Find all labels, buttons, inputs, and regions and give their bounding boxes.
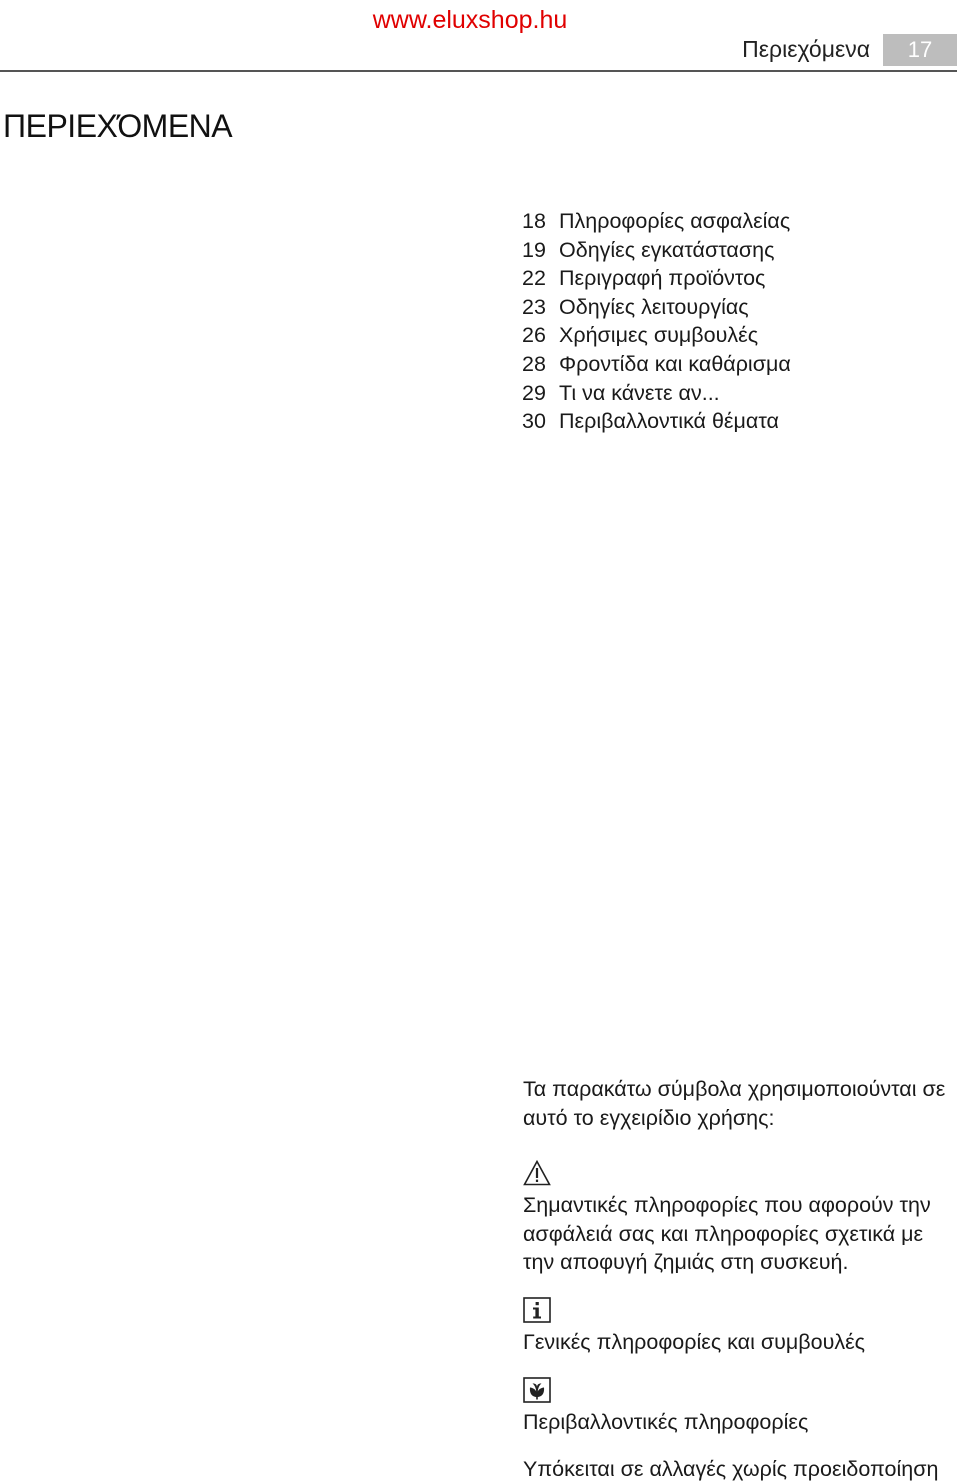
toc-label: Οδηγίες λειτουργίας xyxy=(559,294,749,319)
warning-icon xyxy=(523,1160,551,1191)
toc-item[interactable] xyxy=(522,236,791,265)
header-rule xyxy=(0,70,957,72)
footer-note: Υπόκειται σε αλλαγές χωρίς προειδοποίηση xyxy=(523,1457,939,1481)
info-icon xyxy=(523,1297,551,1328)
header-section-title: Περιεχόμενα xyxy=(742,36,870,62)
toc-label: Φροντίδα και καθάρισμα xyxy=(559,351,791,376)
toc-item[interactable] xyxy=(522,407,791,436)
environment-description: Περιβαλλοντικές πληροφορίες xyxy=(523,1410,809,1434)
toc-page-number: 18 xyxy=(522,209,546,233)
site-url[interactable]: www.eluxshop.hu xyxy=(372,6,568,34)
toc-item[interactable] xyxy=(522,350,791,379)
toc-page-number: 26 xyxy=(522,323,546,348)
toc-label: Περιβαλλοντικά θέματα xyxy=(559,409,779,434)
toc-page-number: 28 xyxy=(522,351,546,376)
toc-page-number: 29 xyxy=(522,380,546,405)
toc-item[interactable] xyxy=(522,321,791,350)
toc-item[interactable] xyxy=(522,264,791,293)
toc-page-number: 23 xyxy=(522,294,546,319)
toc-label: Τι να κάνετε αν... xyxy=(559,380,720,405)
toc-label: Χρήσιμες συμβουλές xyxy=(559,323,759,348)
info-description: Γενικές πληροφορίες και συμβουλές xyxy=(523,1330,866,1354)
table-of-contents xyxy=(522,207,791,436)
toc-label: Περιγραφή προϊόντος xyxy=(559,266,766,291)
toc-item[interactable] xyxy=(522,379,791,408)
symbols-intro: Τα παρακάτω σύμβολα χρησιμοποιούνται σε αυτό το εγχειρίδιο χρήσης: xyxy=(523,1077,946,1130)
toc-item[interactable] xyxy=(522,207,791,236)
page-number: 17 xyxy=(883,34,957,66)
toc-label: Πληροφορίες ασφαλείας xyxy=(559,209,791,233)
toc-page-number: 22 xyxy=(522,266,546,291)
warning-description: Σημαντικές πληροφορίες που αφορούν την ασφάλειά σας και πληροφορίες σχετικά με την αποφυγή ζημιάς στη συσκευή. xyxy=(523,1193,931,1275)
toc-label: Οδηγίες εγκατάστασης xyxy=(559,237,775,262)
page-title: ΠΕΡΙΕΧΌΜΕΝΑ xyxy=(3,108,233,144)
toc-item[interactable] xyxy=(522,293,791,322)
toc-page-number: 30 xyxy=(522,409,546,434)
environment-icon xyxy=(523,1377,551,1408)
toc-page-number: 19 xyxy=(522,237,546,262)
